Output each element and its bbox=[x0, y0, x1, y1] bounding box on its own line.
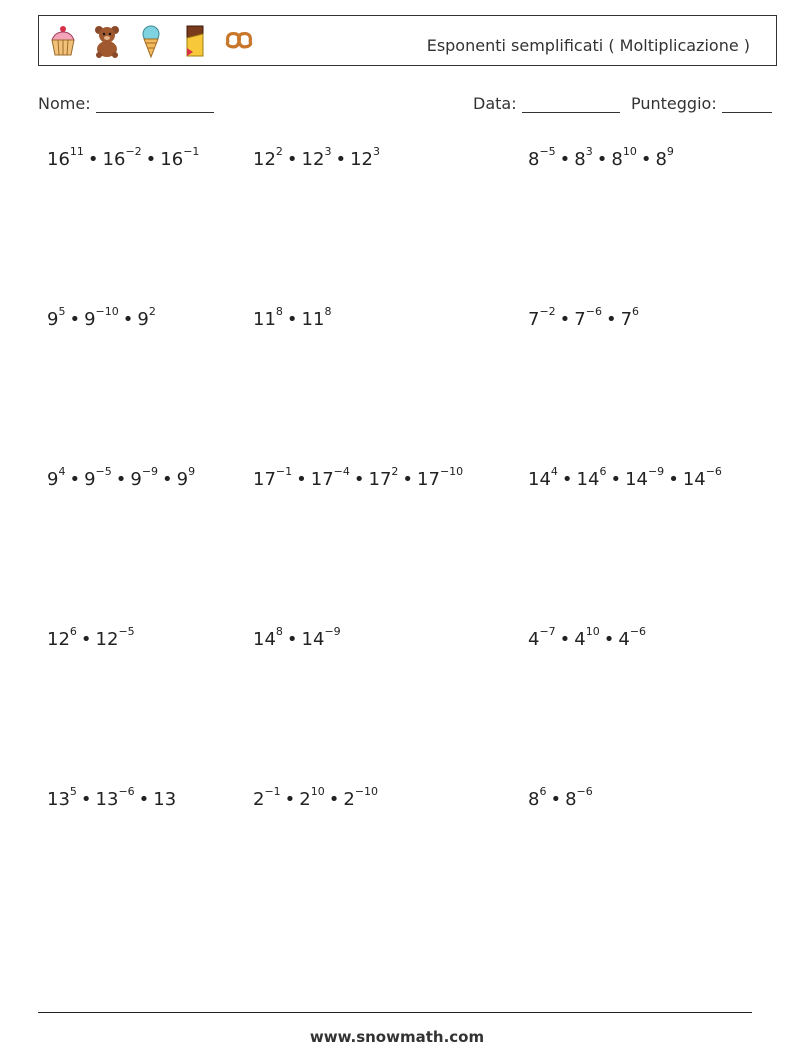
footer-url: www.snowmath.com bbox=[309, 1028, 485, 1046]
base: 8 bbox=[611, 149, 623, 170]
worksheet-header bbox=[38, 15, 777, 66]
base: 8 bbox=[655, 149, 667, 170]
problem-10 bbox=[47, 625, 135, 650]
exponent: 8 bbox=[275, 625, 283, 638]
name-blank[interactable] bbox=[96, 95, 214, 113]
chocolate-bar-icon bbox=[179, 24, 211, 58]
multiply-operator: • bbox=[605, 309, 617, 330]
problem-4 bbox=[47, 305, 156, 330]
multiply-operator: • bbox=[550, 789, 562, 810]
multiply-operator: • bbox=[296, 469, 307, 490]
exponent: −6 bbox=[576, 785, 593, 798]
multiply-operator: • bbox=[353, 469, 365, 490]
base: 13 bbox=[153, 789, 177, 810]
exponent: 4 bbox=[58, 465, 66, 478]
multiply-operator: • bbox=[559, 149, 571, 170]
exponent: 2 bbox=[148, 305, 156, 318]
exponent: −7 bbox=[539, 625, 556, 638]
base: 16 bbox=[160, 149, 184, 170]
exponent: −10 bbox=[439, 465, 464, 478]
multiply-operator: • bbox=[115, 469, 127, 490]
multiply-operator: • bbox=[668, 469, 679, 490]
exponent: −10 bbox=[354, 785, 379, 798]
exponent: −1 bbox=[183, 145, 200, 158]
multiply-operator: • bbox=[402, 469, 414, 490]
base: 14 bbox=[301, 629, 325, 650]
exponent: 3 bbox=[585, 145, 593, 158]
date-label: Data: bbox=[473, 94, 517, 113]
multiply-operator: • bbox=[559, 309, 571, 330]
exponent: 10 bbox=[310, 785, 325, 798]
multiply-operator: • bbox=[561, 469, 573, 490]
exponent: 10 bbox=[622, 145, 637, 158]
base: 13 bbox=[95, 789, 119, 810]
exponent: 3 bbox=[324, 145, 332, 158]
base: 12 bbox=[47, 629, 70, 650]
base: 12 bbox=[95, 629, 119, 650]
exponent: 2 bbox=[275, 145, 283, 158]
base: 7 bbox=[574, 309, 586, 330]
problem-13 bbox=[47, 785, 177, 810]
name-label: Nome: bbox=[38, 94, 91, 113]
base: 2 bbox=[253, 789, 265, 810]
multiply-operator: • bbox=[80, 789, 92, 810]
multiply-operator: • bbox=[69, 309, 81, 330]
base: 4 bbox=[574, 629, 586, 650]
exponent: 5 bbox=[58, 305, 66, 318]
multiply-operator: • bbox=[328, 789, 340, 810]
base: 2 bbox=[299, 789, 311, 810]
base: 4 bbox=[528, 629, 540, 650]
exponent: 6 bbox=[539, 785, 547, 798]
multiply-operator: • bbox=[80, 629, 92, 650]
base: 14 bbox=[576, 469, 600, 490]
base: 12 bbox=[350, 149, 373, 170]
base: 17 bbox=[417, 469, 440, 490]
multiply-operator: • bbox=[122, 309, 134, 330]
score-blank[interactable] bbox=[722, 95, 772, 113]
exponent: 4 bbox=[550, 465, 558, 478]
problem-8 bbox=[253, 465, 464, 490]
problem-2 bbox=[253, 145, 380, 170]
exponent: −10 bbox=[95, 305, 119, 318]
multiply-operator: • bbox=[640, 149, 652, 170]
exponent: −2 bbox=[539, 305, 556, 318]
exponent: −6 bbox=[629, 625, 647, 638]
multiply-operator: • bbox=[286, 309, 298, 330]
base: 16 bbox=[47, 149, 70, 170]
base: 7 bbox=[620, 309, 633, 330]
multiply-operator: • bbox=[145, 149, 157, 170]
cupcake-icon bbox=[47, 24, 79, 58]
score-field[interactable] bbox=[631, 94, 772, 113]
base: 12 bbox=[253, 149, 276, 170]
multiply-operator: • bbox=[138, 789, 150, 810]
base: 4 bbox=[618, 629, 630, 650]
exponent: −1 bbox=[264, 785, 281, 798]
multiply-operator: • bbox=[69, 469, 81, 490]
base: 11 bbox=[301, 309, 325, 330]
exponent: 6 bbox=[599, 465, 607, 478]
base: 9 bbox=[84, 469, 96, 490]
multiply-operator: • bbox=[610, 469, 622, 490]
exponent: −9 bbox=[647, 465, 665, 478]
date-blank[interactable] bbox=[522, 95, 620, 113]
base: 16 bbox=[102, 149, 126, 170]
base: 12 bbox=[301, 149, 325, 170]
base: 9 bbox=[47, 469, 59, 490]
base: 11 bbox=[253, 309, 276, 330]
base: 14 bbox=[253, 629, 276, 650]
exponent: −9 bbox=[141, 465, 159, 478]
base: 17 bbox=[368, 469, 392, 490]
name-field[interactable] bbox=[38, 94, 214, 113]
problem-9 bbox=[528, 465, 722, 490]
multiply-operator: • bbox=[284, 789, 296, 810]
problem-14 bbox=[253, 785, 379, 810]
base: 8 bbox=[574, 149, 586, 170]
exponent: −4 bbox=[333, 465, 350, 478]
exponent: −6 bbox=[585, 305, 602, 318]
exponent: 9 bbox=[666, 145, 674, 158]
date-field[interactable] bbox=[473, 94, 620, 113]
multiply-operator: • bbox=[559, 629, 571, 650]
pretzel-icon bbox=[223, 24, 255, 58]
exponent: 6 bbox=[69, 625, 77, 638]
problem-6 bbox=[528, 305, 640, 330]
exponent: 11 bbox=[69, 145, 84, 158]
exponent: −5 bbox=[539, 145, 556, 158]
teddy-bear-icon bbox=[91, 24, 123, 58]
base: 17 bbox=[310, 469, 334, 490]
problem-5 bbox=[253, 305, 332, 330]
base: 8 bbox=[528, 149, 540, 170]
multiply-operator: • bbox=[603, 629, 615, 650]
exponent: 5 bbox=[69, 785, 77, 798]
exponent: −5 bbox=[118, 625, 135, 638]
problem-3 bbox=[528, 145, 674, 170]
problem-11 bbox=[253, 625, 341, 650]
header-icons bbox=[47, 22, 255, 60]
base: 14 bbox=[528, 469, 551, 490]
exponent: −6 bbox=[705, 465, 722, 478]
exponent: 9 bbox=[188, 465, 196, 478]
base: 13 bbox=[47, 789, 70, 810]
exponent: 8 bbox=[324, 305, 332, 318]
score-label: Punteggio: bbox=[631, 94, 717, 113]
multiply-operator: • bbox=[596, 149, 608, 170]
base: 9 bbox=[130, 469, 142, 490]
multiply-operator: • bbox=[286, 629, 298, 650]
worksheet-title: Esponenti semplificati ( Moltiplicazione ) bbox=[426, 36, 750, 55]
exponent: −1 bbox=[275, 465, 293, 478]
exponent: 8 bbox=[275, 305, 283, 318]
problem-1 bbox=[47, 145, 200, 170]
exponent: −6 bbox=[118, 785, 135, 798]
problem-12 bbox=[528, 625, 647, 650]
multiply-operator: • bbox=[286, 149, 298, 170]
base: 9 bbox=[47, 309, 59, 330]
multiply-operator: • bbox=[162, 469, 173, 490]
base: 9 bbox=[137, 309, 149, 330]
exponent: 3 bbox=[372, 145, 380, 158]
ice-cream-icon bbox=[135, 24, 167, 58]
exponent: −9 bbox=[324, 625, 341, 638]
exponent: 6 bbox=[632, 305, 640, 318]
base: 9 bbox=[176, 469, 189, 490]
base: 17 bbox=[253, 469, 276, 490]
exponent: −5 bbox=[95, 465, 112, 478]
problem-7 bbox=[47, 465, 196, 490]
problem-15 bbox=[528, 785, 593, 810]
base: 2 bbox=[343, 789, 355, 810]
base: 8 bbox=[565, 789, 577, 810]
base: 8 bbox=[528, 789, 540, 810]
base: 7 bbox=[528, 309, 540, 330]
base: 14 bbox=[625, 469, 648, 490]
base: 14 bbox=[682, 469, 706, 490]
exponent: −2 bbox=[125, 145, 142, 158]
footer-divider bbox=[38, 1012, 752, 1013]
exponent: 10 bbox=[585, 625, 600, 638]
exponent: 2 bbox=[391, 465, 399, 478]
multiply-operator: • bbox=[335, 149, 347, 170]
multiply-operator: • bbox=[87, 149, 99, 170]
base: 9 bbox=[84, 309, 96, 330]
